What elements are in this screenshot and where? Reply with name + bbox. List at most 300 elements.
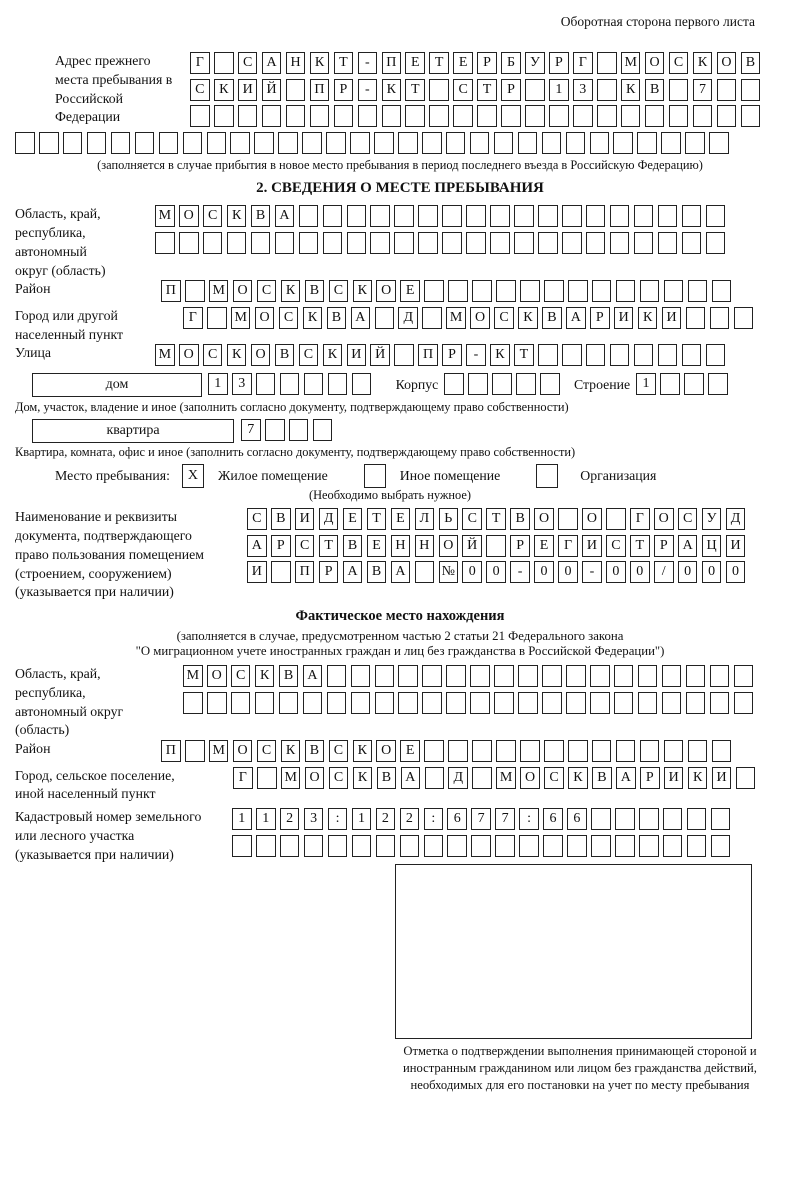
char-cell bbox=[326, 132, 346, 154]
char-cell: 1 bbox=[549, 79, 569, 101]
char-cell bbox=[472, 280, 492, 302]
char-cell: И bbox=[238, 79, 258, 101]
char-cell bbox=[444, 373, 464, 395]
char-cell bbox=[351, 665, 371, 687]
char-cell bbox=[472, 767, 492, 789]
char-cell: К bbox=[568, 767, 588, 789]
char-cell bbox=[490, 205, 510, 227]
char-cell: В bbox=[377, 767, 397, 789]
char-cell bbox=[466, 232, 486, 254]
char-cell bbox=[693, 105, 713, 127]
char-cell: К bbox=[303, 307, 323, 329]
char-cell bbox=[516, 373, 536, 395]
char-cell bbox=[328, 373, 348, 395]
char-cell bbox=[470, 132, 490, 154]
char-cell bbox=[597, 105, 617, 127]
char-cell: Д bbox=[398, 307, 418, 329]
actual-city-row bbox=[15, 767, 785, 805]
char-cell bbox=[299, 205, 319, 227]
char-cell bbox=[468, 373, 488, 395]
char-cell-row bbox=[15, 132, 785, 154]
char-cell: Е bbox=[534, 535, 554, 557]
char-cell: Й bbox=[462, 535, 482, 557]
char-cell: К bbox=[281, 740, 301, 762]
char-cell: П bbox=[161, 740, 181, 762]
char-cell bbox=[734, 307, 754, 329]
char-cell bbox=[286, 105, 306, 127]
char-cell: Р bbox=[510, 535, 530, 557]
char-cell bbox=[616, 740, 636, 762]
char-cell bbox=[347, 232, 367, 254]
char-cell: Т bbox=[429, 52, 449, 74]
char-cell bbox=[610, 344, 630, 366]
char-cell bbox=[637, 132, 657, 154]
char-cell: А bbox=[303, 665, 323, 687]
char-cell: А bbox=[616, 767, 636, 789]
char-cell: Р bbox=[501, 79, 521, 101]
char-cell: О bbox=[376, 280, 396, 302]
char-cell: 3 bbox=[232, 373, 252, 395]
char-cell bbox=[590, 692, 610, 714]
char-cell: : bbox=[424, 808, 444, 830]
actual-region-block bbox=[15, 665, 785, 740]
char-cell bbox=[590, 132, 610, 154]
char-cell: 7 bbox=[471, 808, 491, 830]
char-cell bbox=[446, 692, 466, 714]
char-cell bbox=[566, 665, 586, 687]
char-cell: У bbox=[702, 508, 722, 530]
char-cell bbox=[232, 835, 252, 857]
char-cell: В bbox=[271, 508, 291, 530]
char-cell-row bbox=[247, 561, 750, 583]
char-cell: О bbox=[534, 508, 554, 530]
char-cell bbox=[415, 561, 435, 583]
char-cell: У bbox=[525, 52, 545, 74]
char-cell bbox=[662, 692, 682, 714]
stamp-caption: Отметка о подтверждении выполнения принимающей стороной и иностранным гражданином или лицом без гражданства действий, необходимых для его постановки на учет по месту пребывания bbox=[403, 1044, 757, 1092]
char-cell bbox=[159, 132, 179, 154]
char-cell bbox=[614, 665, 634, 687]
actual-location-subtitle1: (заполняется в случае, предусмотренном частью 2 статьи 21 Федерального закона bbox=[176, 629, 624, 643]
korpus-label: Корпус bbox=[395, 377, 439, 393]
char-cell: К bbox=[638, 307, 658, 329]
char-cell: А bbox=[351, 307, 371, 329]
char-cell-row bbox=[155, 344, 730, 366]
char-cell bbox=[638, 665, 658, 687]
char-cell bbox=[613, 132, 633, 154]
char-cell bbox=[183, 132, 203, 154]
char-cell: Р bbox=[549, 52, 569, 74]
char-cell: К bbox=[621, 79, 641, 101]
char-cell: А bbox=[678, 535, 698, 557]
confirmation-stamp-box bbox=[395, 864, 752, 1039]
char-cell bbox=[664, 280, 684, 302]
page-side-note: Оборотная сторона первого листа bbox=[560, 14, 755, 29]
char-cell: 2 bbox=[376, 808, 396, 830]
char-cell: 6 bbox=[567, 808, 587, 830]
char-cell bbox=[471, 835, 491, 857]
char-cell: С bbox=[299, 344, 319, 366]
char-cell: Р bbox=[640, 767, 660, 789]
char-cell: И bbox=[295, 508, 315, 530]
char-cell bbox=[446, 132, 466, 154]
char-cell bbox=[520, 280, 540, 302]
char-cell-row bbox=[232, 808, 735, 830]
char-cell bbox=[375, 692, 395, 714]
char-cell bbox=[490, 232, 510, 254]
prev-address-label: Адрес прежнего места пребывания в Российской Федерации bbox=[55, 53, 173, 125]
char-cell: - bbox=[510, 561, 530, 583]
char-cell bbox=[734, 692, 754, 714]
char-cell bbox=[358, 105, 378, 127]
char-cell: О bbox=[305, 767, 325, 789]
char-cell bbox=[442, 205, 462, 227]
char-cell: К bbox=[310, 52, 330, 74]
char-cell: М bbox=[209, 740, 229, 762]
char-cell bbox=[663, 808, 683, 830]
char-cell bbox=[183, 692, 203, 714]
section2-title: 2. СВЕДЕНИЯ О МЕСТЕ ПРЕБЫВАНИЯ bbox=[256, 180, 544, 197]
char-cell: П bbox=[161, 280, 181, 302]
char-cell: Д bbox=[726, 508, 746, 530]
char-cell: С bbox=[329, 767, 349, 789]
char-cell bbox=[610, 232, 630, 254]
stay-type-row bbox=[55, 464, 785, 488]
char-cell bbox=[586, 232, 606, 254]
stay-type-label: Место пребывания: bbox=[55, 468, 170, 484]
char-cell: И bbox=[582, 535, 602, 557]
char-cell: К bbox=[382, 79, 402, 101]
char-cell bbox=[709, 132, 729, 154]
char-cell: И bbox=[247, 561, 267, 583]
char-cell: М bbox=[155, 344, 175, 366]
char-cell bbox=[424, 740, 444, 762]
char-cell bbox=[538, 344, 558, 366]
char-cell bbox=[542, 692, 562, 714]
char-cell: 0 bbox=[486, 561, 506, 583]
char-cell-row bbox=[636, 373, 732, 395]
char-cell: В bbox=[279, 665, 299, 687]
char-cell: О bbox=[376, 740, 396, 762]
char-cell bbox=[214, 52, 234, 74]
char-cell: В bbox=[645, 79, 665, 101]
char-cell bbox=[425, 767, 445, 789]
apartment-caption: Квартира, комната, офис и иное (заполнить согласно документу, подтверждающему право собственности) bbox=[15, 445, 576, 460]
char-cell bbox=[453, 105, 473, 127]
char-cell: М bbox=[155, 205, 175, 227]
char-cell bbox=[289, 419, 309, 441]
char-cell: Т bbox=[367, 508, 387, 530]
char-cell: А bbox=[247, 535, 267, 557]
char-cell: 0 bbox=[606, 561, 626, 583]
char-cell bbox=[669, 105, 689, 127]
char-cell bbox=[135, 132, 155, 154]
char-cell: Г bbox=[573, 52, 593, 74]
char-cell: С bbox=[669, 52, 689, 74]
char-cell bbox=[519, 835, 539, 857]
char-cell bbox=[591, 835, 611, 857]
char-cell: О bbox=[582, 508, 602, 530]
char-cell bbox=[542, 132, 562, 154]
char-cell bbox=[256, 373, 276, 395]
char-cell bbox=[538, 205, 558, 227]
char-cell bbox=[573, 105, 593, 127]
char-cell: А bbox=[275, 205, 295, 227]
char-cell bbox=[422, 692, 442, 714]
char-cell bbox=[271, 561, 291, 583]
char-cell bbox=[568, 280, 588, 302]
char-cell: О bbox=[233, 740, 253, 762]
cadastral-label: Кадастровый номер земельного или лесного участка (указывается при наличии) bbox=[15, 809, 202, 862]
char-cell bbox=[688, 740, 708, 762]
char-cell bbox=[660, 373, 680, 395]
char-cell: М bbox=[281, 767, 301, 789]
char-cell: Л bbox=[415, 508, 435, 530]
char-cell: Е bbox=[343, 508, 363, 530]
char-cell: 1 bbox=[256, 808, 276, 830]
char-cell bbox=[592, 740, 612, 762]
char-cell bbox=[424, 835, 444, 857]
char-cell bbox=[492, 373, 512, 395]
char-cell: Е bbox=[367, 535, 387, 557]
char-cell bbox=[684, 373, 704, 395]
char-cell bbox=[687, 835, 707, 857]
char-cell bbox=[518, 692, 538, 714]
char-cell: М bbox=[183, 665, 203, 687]
char-cell bbox=[299, 232, 319, 254]
char-cell bbox=[486, 535, 506, 557]
char-cell bbox=[185, 740, 205, 762]
char-cell: С bbox=[678, 508, 698, 530]
char-cell bbox=[227, 232, 247, 254]
char-cell: Й bbox=[262, 79, 282, 101]
char-cell bbox=[256, 835, 276, 857]
char-cell-row bbox=[241, 419, 337, 441]
char-cell bbox=[634, 232, 654, 254]
char-cell bbox=[494, 132, 514, 154]
char-cell bbox=[717, 79, 737, 101]
char-cell bbox=[394, 205, 414, 227]
char-cell bbox=[207, 307, 227, 329]
char-cell: П bbox=[310, 79, 330, 101]
char-cell: Е bbox=[400, 280, 420, 302]
char-cell: Т bbox=[405, 79, 425, 101]
char-cell: С bbox=[257, 740, 277, 762]
char-cell: С bbox=[544, 767, 564, 789]
char-cell bbox=[685, 132, 705, 154]
char-cell: Е bbox=[391, 508, 411, 530]
char-cell: Ц bbox=[702, 535, 722, 557]
char-cell-row bbox=[190, 105, 765, 127]
char-cell bbox=[352, 835, 372, 857]
char-cell bbox=[741, 79, 761, 101]
char-cell bbox=[424, 280, 444, 302]
char-cell: Д bbox=[319, 508, 339, 530]
char-cell bbox=[179, 232, 199, 254]
option-residential-label: Жилое помещение bbox=[217, 468, 328, 484]
char-cell: К bbox=[227, 205, 247, 227]
prev-address-block bbox=[15, 52, 785, 132]
char-cell: В bbox=[367, 561, 387, 583]
char-cell bbox=[606, 508, 626, 530]
char-cell bbox=[640, 280, 660, 302]
region-block bbox=[15, 205, 785, 280]
char-cell: О bbox=[251, 344, 271, 366]
checkbox-other-premises bbox=[364, 464, 386, 488]
char-cell bbox=[634, 344, 654, 366]
char-cell: 0 bbox=[462, 561, 482, 583]
char-cell bbox=[669, 79, 689, 101]
char-cell: - bbox=[358, 52, 378, 74]
char-cell-row bbox=[444, 373, 564, 395]
char-cell bbox=[265, 419, 285, 441]
char-cell: Е bbox=[400, 740, 420, 762]
char-cell: О bbox=[717, 52, 737, 74]
char-cell bbox=[615, 808, 635, 830]
char-cell: О bbox=[520, 767, 540, 789]
char-cell: О bbox=[645, 52, 665, 74]
char-cell: : bbox=[519, 808, 539, 830]
actual-location-title: Фактическое место нахождения bbox=[295, 608, 505, 624]
char-cell: - bbox=[358, 79, 378, 101]
char-cell: 2 bbox=[280, 808, 300, 830]
char-cell bbox=[568, 740, 588, 762]
char-cell: - bbox=[582, 561, 602, 583]
checkbox-residential: X bbox=[182, 464, 204, 488]
char-cell bbox=[382, 105, 402, 127]
cadastral-block bbox=[15, 808, 785, 864]
char-cell bbox=[448, 280, 468, 302]
char-cell: К bbox=[693, 52, 713, 74]
char-cell bbox=[87, 132, 107, 154]
char-cell bbox=[323, 205, 343, 227]
char-cell bbox=[549, 105, 569, 127]
char-cell: 6 bbox=[447, 808, 467, 830]
char-cell bbox=[640, 740, 660, 762]
char-cell-row bbox=[233, 767, 760, 789]
char-cell bbox=[422, 307, 442, 329]
char-cell: 0 bbox=[726, 561, 746, 583]
char-cell: Д bbox=[448, 767, 468, 789]
char-cell bbox=[610, 205, 630, 227]
char-cell: Т bbox=[486, 508, 506, 530]
char-cell bbox=[328, 835, 348, 857]
char-cell bbox=[710, 692, 730, 714]
char-cell bbox=[230, 132, 250, 154]
char-cell bbox=[374, 132, 394, 154]
actual-district-row bbox=[15, 740, 785, 767]
char-cell bbox=[518, 665, 538, 687]
char-cell bbox=[190, 105, 210, 127]
char-cell: Т bbox=[514, 344, 534, 366]
char-cell: В bbox=[542, 307, 562, 329]
char-cell bbox=[682, 232, 702, 254]
actual-location-subtitle2: "О миграционном учете иностранных граждан и лиц без гражданства в Российской Федерации") bbox=[135, 644, 665, 658]
char-cell-row bbox=[247, 508, 750, 530]
char-cell: Г bbox=[233, 767, 253, 789]
char-cell bbox=[477, 105, 497, 127]
char-cell: К bbox=[353, 280, 373, 302]
char-cell: И bbox=[664, 767, 684, 789]
char-cell bbox=[682, 205, 702, 227]
char-cell: С bbox=[606, 535, 626, 557]
char-cell bbox=[710, 665, 730, 687]
char-cell bbox=[422, 132, 442, 154]
char-cell bbox=[658, 205, 678, 227]
char-cell: / bbox=[654, 561, 674, 583]
char-cell bbox=[280, 373, 300, 395]
char-cell-row bbox=[155, 205, 730, 227]
char-cell: Е bbox=[453, 52, 473, 74]
char-cell: 0 bbox=[678, 561, 698, 583]
char-cell bbox=[590, 665, 610, 687]
char-cell: С bbox=[494, 307, 514, 329]
prev-address-caption: (заполняется в случае прибытия в новое место пребывания в период последнего въезда в Российскую Федерацию) bbox=[97, 158, 703, 173]
char-cell: Н bbox=[391, 535, 411, 557]
char-cell bbox=[558, 508, 578, 530]
char-cell: В bbox=[327, 307, 347, 329]
char-cell bbox=[711, 835, 731, 857]
char-cell: М bbox=[231, 307, 251, 329]
prev-address-grid bbox=[190, 52, 765, 132]
char-cell bbox=[302, 132, 322, 154]
char-cell: С bbox=[329, 740, 349, 762]
char-cell bbox=[710, 307, 730, 329]
char-cell: Р bbox=[654, 535, 674, 557]
char-cell bbox=[645, 105, 665, 127]
char-cell: В bbox=[592, 767, 612, 789]
char-cell bbox=[682, 344, 702, 366]
char-cell: О bbox=[439, 535, 459, 557]
char-cell bbox=[376, 835, 396, 857]
char-cell bbox=[394, 344, 414, 366]
char-cell bbox=[313, 419, 333, 441]
char-cell: А bbox=[401, 767, 421, 789]
char-cell: 3 bbox=[573, 79, 593, 101]
char-cell: С bbox=[203, 344, 223, 366]
char-cell bbox=[466, 205, 486, 227]
char-cell: И bbox=[662, 307, 682, 329]
char-cell bbox=[275, 232, 295, 254]
char-cell bbox=[278, 132, 298, 154]
char-cell bbox=[615, 835, 635, 857]
char-cell bbox=[592, 280, 612, 302]
char-cell bbox=[501, 105, 521, 127]
char-cell-row bbox=[183, 692, 758, 714]
char-cell bbox=[708, 373, 728, 395]
char-cell bbox=[664, 740, 684, 762]
actual-district-label: Район bbox=[15, 741, 51, 756]
char-cell: П bbox=[382, 52, 402, 74]
actual-city-label: Город, сельское поселение, иной населенный пункт bbox=[15, 767, 175, 802]
char-cell bbox=[586, 205, 606, 227]
char-cell: П bbox=[295, 561, 315, 583]
city-row bbox=[15, 307, 785, 345]
char-cell: 3 bbox=[304, 808, 324, 830]
char-cell-row bbox=[190, 79, 765, 101]
char-cell bbox=[686, 307, 706, 329]
char-cell: С bbox=[203, 205, 223, 227]
char-cell: В bbox=[510, 508, 530, 530]
char-cell: 7 bbox=[495, 808, 515, 830]
char-cell bbox=[304, 373, 324, 395]
option-organization-label: Организация bbox=[580, 468, 657, 484]
char-cell bbox=[543, 835, 563, 857]
char-cell bbox=[447, 835, 467, 857]
char-cell bbox=[418, 205, 438, 227]
char-cell bbox=[586, 344, 606, 366]
char-cell: О bbox=[207, 665, 227, 687]
